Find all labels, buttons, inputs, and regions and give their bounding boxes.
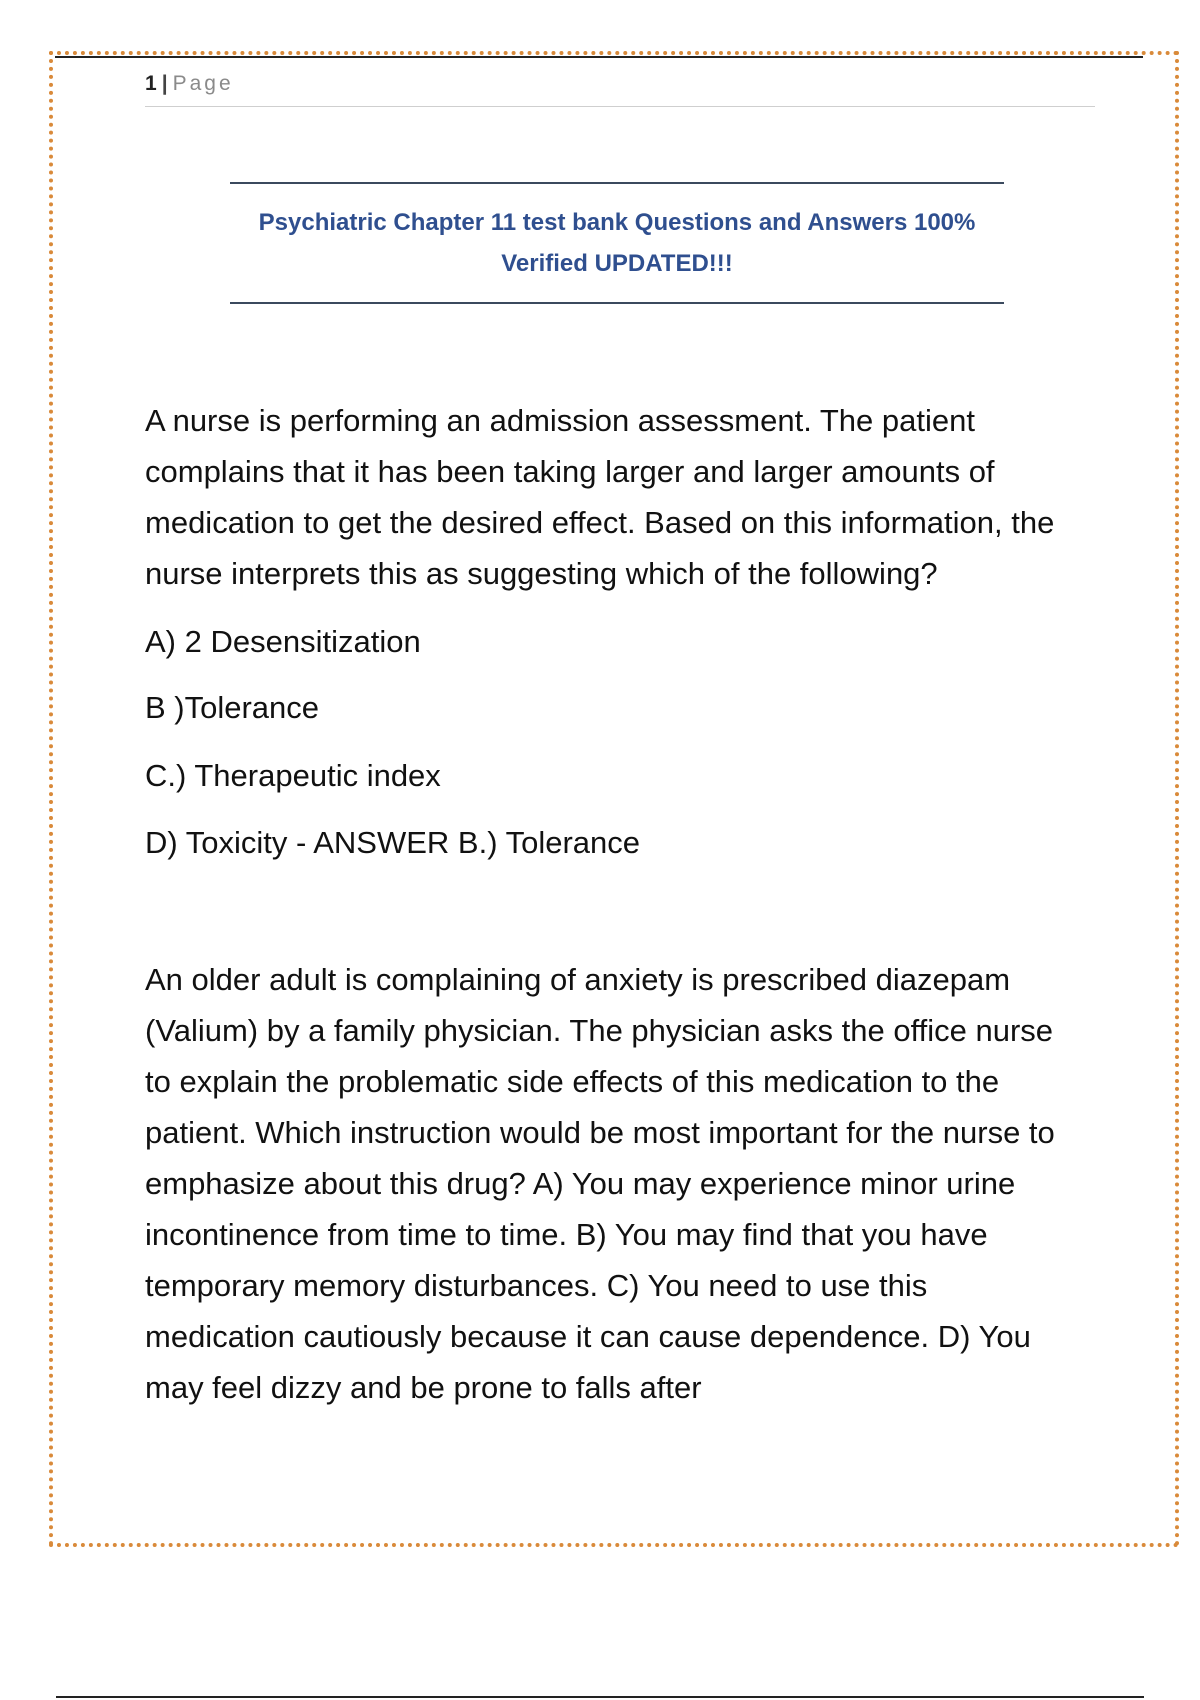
title-line-2: Verified UPDATED!!! [501, 250, 733, 277]
page-label: Page [172, 72, 234, 95]
question-1-option-b: B )Tolerance [145, 690, 320, 725]
bottom-rule [56, 1696, 1144, 1698]
question-1-option-a: A) 2 Desensitization [145, 624, 421, 659]
question-1-option-c: C.) Therapeutic index [145, 758, 441, 793]
question-2-text: An older adult is complaining of anxiety is prescribed diazepam (Valium) by a family physician. The physician asks the office nurse to explain the problematic side effects of this medication to the patient. Which instruction would be most important for the nurse to emphasize about this drug? A) You may experience minor urine incontinence from time to time. B) You may find that you have temporary memory disturbances. C) You need to use this medication cautiously because it can cause dependence. D) You may feel dizzy and be prone to falls after [145, 962, 1055, 1405]
page-header [145, 72, 1095, 107]
document-title [230, 182, 1004, 304]
question-1-text: A nurse is performing an admission assessment. The patient complains that it has been taking larger and larger amounts of medication to get the desired effect. Based on this information, the nurse interprets this as suggesting which of the following? [145, 403, 1055, 591]
question-1-option-d: D) Toxicity - ANSWER B.) Tolerance [145, 825, 640, 860]
page-number: 1 [145, 72, 158, 95]
page-separator: | [161, 72, 169, 95]
title-line-1: Psychiatric Chapter 11 test bank Questions and Answers 100% [258, 209, 976, 236]
